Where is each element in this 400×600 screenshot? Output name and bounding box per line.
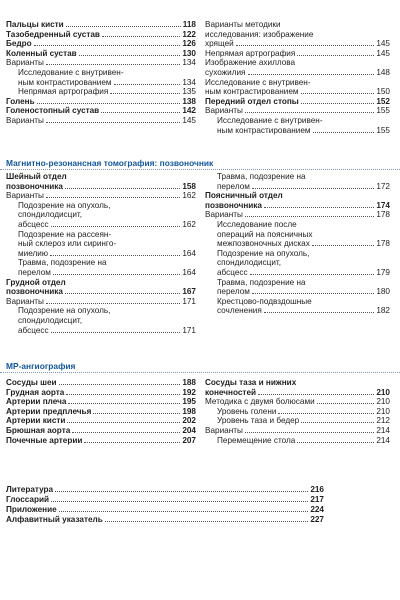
leader-dots — [278, 413, 374, 414]
page-number: 167 — [182, 287, 196, 297]
leader-dots — [301, 93, 375, 94]
page-number: 155 — [376, 106, 390, 116]
leader-dots — [72, 432, 180, 433]
page-number: 204 — [182, 425, 196, 435]
entry-title: Приложение — [6, 505, 57, 515]
leader-dots — [66, 26, 181, 27]
page-number: 210 — [376, 387, 390, 397]
toc-entry[interactable] — [6, 407, 196, 417]
entry-title-line: Подозрение на опухоль, — [18, 306, 111, 316]
leader-dots — [51, 501, 308, 502]
toc-entry[interactable] — [205, 172, 390, 191]
entry-title: Варианты — [205, 425, 243, 435]
section-divider — [0, 372, 400, 373]
page-number: 227 — [310, 515, 324, 525]
entry-title: хрящей — [205, 39, 234, 49]
toc-entry[interactable] — [6, 116, 196, 126]
entry-title-line: Сосуды таза и нижних — [205, 378, 297, 387]
toc-entry[interactable] — [6, 230, 196, 259]
leader-dots — [53, 274, 180, 275]
entry-title: Варианты — [6, 296, 44, 306]
page-number: 216 — [310, 485, 324, 494]
entry-title: Уровень таза и бедер — [217, 416, 300, 426]
page-number: 162 — [182, 219, 196, 229]
entry-title: абсцесс — [18, 325, 49, 335]
section3-left-column — [6, 378, 196, 445]
entry-title: Пальцы кисти — [6, 20, 64, 29]
page-number: 162 — [182, 191, 196, 201]
toc-entry[interactable] — [6, 258, 196, 277]
entry-title: Варианты — [6, 115, 44, 125]
entry-title: Грудная аорта — [6, 387, 65, 397]
page-number: 198 — [182, 406, 196, 416]
page-number: 210 — [376, 397, 390, 407]
entry-title-line: операций на поясничных — [217, 229, 313, 239]
section-divider — [0, 169, 400, 170]
toc-entry[interactable] — [6, 68, 196, 87]
leader-dots — [59, 384, 181, 385]
leader-dots — [46, 197, 180, 198]
toc-entry[interactable] — [205, 278, 390, 297]
page-number: 224 — [310, 505, 324, 515]
toc-entry[interactable] — [205, 297, 390, 316]
toc-entry[interactable] — [6, 436, 196, 446]
page-number: 217 — [310, 495, 324, 505]
toc-entry[interactable] — [6, 378, 196, 388]
page-number: 207 — [182, 435, 196, 445]
leader-dots — [250, 274, 375, 275]
leader-dots — [245, 112, 374, 113]
entry-title: Артерии плеча — [6, 397, 67, 407]
entry-title: Брюшная аорта — [6, 425, 71, 435]
entry-title-line: Исследование после — [217, 219, 297, 229]
toc-entry[interactable] — [205, 397, 390, 407]
page-number: 188 — [182, 378, 196, 387]
entry-title: Литература — [6, 485, 54, 494]
leader-dots — [51, 226, 181, 227]
entry-title: Голеностопный сустав — [6, 106, 100, 116]
entry-title: перелом — [18, 267, 51, 277]
entry-title: Тазобедренный сустав — [6, 29, 100, 39]
toc-entry[interactable] — [205, 97, 390, 107]
entry-title: Сосуды шеи — [6, 378, 57, 387]
leader-dots — [114, 84, 181, 85]
toc-entry[interactable] — [6, 20, 196, 30]
entry-title: Почечные артерии — [6, 435, 83, 445]
page-number: 192 — [182, 387, 196, 397]
page-number: 180 — [376, 287, 390, 297]
entry-title-line: ный склероз или сирингo- — [18, 239, 117, 249]
page-number: 122 — [182, 29, 196, 39]
leader-dots — [236, 45, 375, 46]
leader-dots — [93, 413, 180, 414]
section1-right-column — [205, 20, 390, 135]
entry-title: абсцесс — [217, 267, 248, 277]
leader-dots — [301, 422, 374, 423]
leader-dots — [317, 403, 375, 404]
toc-entry[interactable] — [6, 416, 196, 426]
back-matter-list — [6, 485, 390, 525]
section-title-spine: Магнитно-резонансная томография: позвоночник — [6, 158, 214, 168]
entry-title-line: Шейный отдел — [6, 172, 67, 181]
toc-entry[interactable] — [205, 378, 390, 397]
leader-dots — [105, 521, 309, 522]
leader-dots — [79, 55, 181, 56]
toc-entry[interactable] — [205, 116, 390, 135]
leader-dots — [65, 188, 180, 189]
toc-entry[interactable] — [205, 49, 390, 59]
toc-entry[interactable] — [6, 39, 196, 49]
toc-entry[interactable] — [205, 106, 390, 116]
toc-entry[interactable] — [6, 87, 196, 97]
toc-entry[interactable] — [6, 388, 196, 398]
entry-title-line: Травма, подозрение на — [217, 277, 306, 287]
toc-entry[interactable] — [6, 30, 196, 40]
page-number: 145 — [376, 39, 390, 49]
entry-title: Непрямая артрография — [205, 48, 296, 58]
entry-title-line: Исследование с внутривен- — [18, 67, 124, 77]
toc-entry[interactable] — [6, 191, 196, 229]
leader-dots — [51, 332, 181, 333]
entry-title: Артерии предплечья — [6, 406, 92, 416]
entry-title: межпозвоночных дисках — [217, 239, 310, 249]
page-number: 135 — [182, 87, 196, 97]
entry-title: позвоночника — [6, 287, 63, 297]
entry-title: ным контрастированием — [205, 87, 299, 97]
page-number: 179 — [376, 267, 390, 277]
leader-dots — [55, 491, 308, 492]
toc-entry[interactable] — [6, 172, 196, 191]
page-number: 148 — [376, 67, 390, 77]
section2-left-column — [6, 172, 196, 335]
entry-title: миелию — [18, 248, 48, 258]
entry-title: Коленный сустав — [6, 48, 77, 58]
section-title-angiography: МР-ангиография — [6, 361, 76, 371]
entry-title-line: Исследование с внутривен- — [217, 115, 323, 125]
leader-dots — [50, 255, 180, 256]
leader-dots — [68, 403, 180, 404]
entry-title: Глоссарий — [6, 495, 50, 505]
entry-title: перелом — [217, 287, 250, 297]
leader-dots — [313, 132, 375, 133]
entry-title-line: спондилодисцит, — [18, 210, 83, 220]
page-number: 171 — [182, 296, 196, 306]
toc-entry[interactable] — [205, 436, 390, 446]
entry-title: перелом — [217, 181, 250, 191]
entry-title-line: Травма, подозрение на — [18, 258, 107, 268]
page-number: 126 — [182, 39, 196, 49]
toc-entry[interactable] — [6, 58, 196, 68]
toc-entry[interactable] — [205, 78, 390, 97]
leader-dots — [84, 442, 180, 443]
entry-title: Голень — [6, 96, 35, 106]
page-number: 145 — [376, 48, 390, 58]
page-number: 214 — [376, 425, 390, 435]
entry-title-line: Изображение ахиллова — [205, 58, 296, 68]
toc-entry[interactable] — [205, 210, 390, 220]
page-number: 138 — [182, 96, 196, 106]
entry-title: конечностей — [205, 387, 257, 397]
page-number: 155 — [376, 125, 390, 135]
entry-title: Варианты — [205, 106, 243, 116]
page-number: 174 — [376, 200, 390, 210]
page-number: 145 — [182, 115, 196, 125]
toc-entry[interactable] — [205, 191, 390, 210]
leader-dots — [248, 74, 375, 75]
entry-title-line: Подозрение на рассеян- — [18, 229, 112, 239]
page-number: 182 — [376, 306, 390, 316]
page-number: 130 — [182, 48, 196, 58]
entry-title: Непрямая артрография — [18, 87, 109, 97]
toc-entry[interactable] — [205, 58, 390, 77]
page-number: 164 — [182, 248, 196, 258]
toc-entry[interactable] — [6, 426, 196, 436]
entry-title-line: Варианты методики — [205, 20, 281, 29]
leader-dots — [66, 394, 180, 395]
page-number: 172 — [376, 181, 390, 191]
leader-dots — [264, 207, 374, 208]
page-number: 214 — [376, 435, 390, 445]
page-number: 134 — [182, 58, 196, 68]
section2-right-column — [205, 172, 390, 316]
entry-title: Перемещение стола — [217, 435, 296, 445]
leader-dots — [245, 216, 374, 217]
page-number: 150 — [376, 87, 390, 97]
toc-entry[interactable] — [205, 426, 390, 436]
leader-dots — [101, 112, 180, 113]
leader-dots — [258, 394, 374, 395]
entry-title: Варианты — [6, 191, 44, 201]
page-number: 178 — [376, 210, 390, 220]
page-number: 164 — [182, 267, 196, 277]
page-number: 195 — [182, 397, 196, 407]
page-number: 142 — [182, 106, 196, 116]
leader-dots — [312, 245, 375, 246]
entry-title-line: Подозрение на опухоль, — [217, 248, 310, 258]
toc-entry[interactable] — [6, 297, 196, 307]
leader-dots — [301, 103, 375, 104]
toc-entry[interactable] — [6, 278, 196, 297]
page-number: 210 — [376, 406, 390, 416]
entry-title: Алфавитный указатель — [6, 515, 103, 525]
entry-title: Передний отдел стопы — [205, 96, 299, 106]
entry-title: Бедро — [6, 39, 32, 49]
toc-entry[interactable] — [205, 416, 390, 426]
entry-title: сухожилия — [205, 67, 246, 77]
toc-entry[interactable] — [6, 306, 196, 335]
entry-title: Уровень голени — [217, 406, 277, 416]
section1-left-column — [6, 20, 196, 126]
page-number: 202 — [182, 416, 196, 426]
entry-title-line: Поясничный отдел — [205, 191, 283, 201]
leader-dots — [59, 511, 309, 512]
leader-dots — [264, 312, 375, 313]
leader-dots — [110, 93, 180, 94]
leader-dots — [297, 55, 374, 56]
leader-dots — [252, 188, 374, 189]
leader-dots — [67, 422, 180, 423]
toc-entry[interactable] — [6, 97, 196, 107]
page-number: 212 — [376, 416, 390, 426]
entry-title-line: Исследование с внутривен- — [205, 77, 311, 87]
entry-title-line: Крестцово-подвздошные — [217, 296, 312, 306]
toc-entry[interactable] — [6, 515, 324, 525]
entry-title: сочленения — [217, 306, 262, 316]
toc-entry[interactable] — [205, 220, 390, 249]
leader-dots — [46, 64, 180, 65]
entry-title: абсцесс — [18, 219, 49, 229]
leader-dots — [102, 36, 180, 37]
entry-title: позвоночника — [205, 200, 262, 210]
entry-title: ным контрастированием — [18, 77, 112, 87]
toc-entry[interactable] — [6, 397, 196, 407]
page-number: 118 — [182, 20, 196, 29]
toc-entry[interactable] — [205, 407, 390, 417]
entry-title-line: исследования: изображение — [205, 29, 314, 39]
toc-entry[interactable] — [6, 485, 324, 495]
entry-title: Методика с двумя болюсами — [205, 397, 315, 407]
leader-dots — [297, 442, 374, 443]
entry-title: Варианты — [6, 58, 44, 68]
entry-title: Варианты — [205, 210, 243, 220]
entry-title: ным контрастированием — [217, 125, 311, 135]
toc-entry[interactable] — [205, 249, 390, 278]
page-number: 134 — [182, 77, 196, 87]
entry-title-line: Травма, подозрение на — [217, 172, 306, 181]
page-number: 171 — [182, 325, 196, 335]
section3-right-column — [205, 378, 390, 445]
leader-dots — [46, 303, 180, 304]
entry-title-line: спондилодисцит, — [217, 258, 282, 268]
toc-entry[interactable] — [6, 49, 196, 59]
leader-dots — [37, 103, 181, 104]
toc-entry[interactable] — [205, 20, 390, 49]
leader-dots — [34, 45, 181, 46]
leader-dots — [46, 122, 180, 123]
leader-dots — [252, 293, 374, 294]
entry-title: позвоночника — [6, 181, 63, 191]
leader-dots — [245, 432, 374, 433]
entry-title-line: Грудной отдел — [6, 277, 66, 287]
entry-title: Артерии кисти — [6, 416, 66, 426]
toc-entry[interactable] — [6, 495, 324, 505]
entry-title-line: Подозрение на опухоль, — [18, 200, 111, 210]
page-number: 152 — [376, 96, 390, 106]
entry-title-line: спондилодисцит, — [18, 315, 83, 325]
toc-entry[interactable] — [6, 505, 324, 515]
page-number: 158 — [182, 181, 196, 191]
page-number: 178 — [376, 239, 390, 249]
toc-entry[interactable] — [6, 106, 196, 116]
leader-dots — [65, 293, 180, 294]
